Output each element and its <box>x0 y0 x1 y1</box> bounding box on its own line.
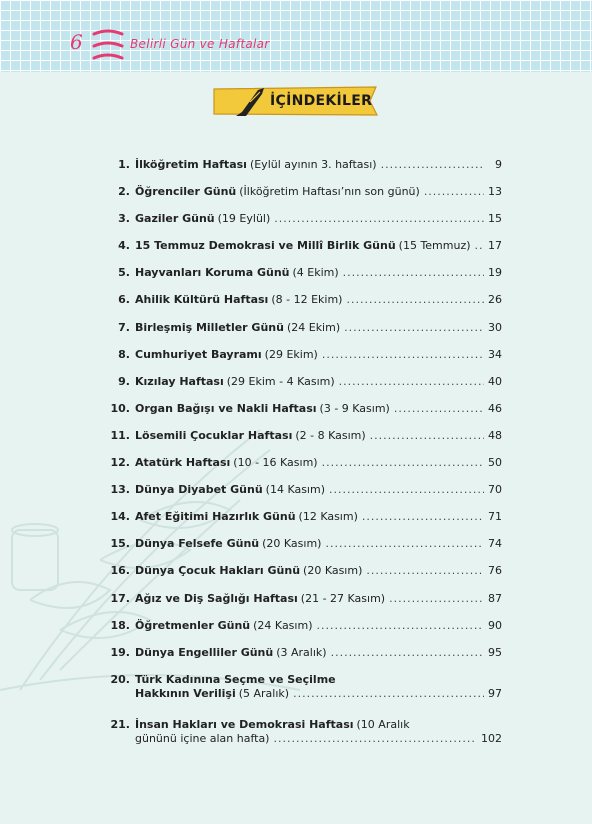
toc-entry[interactable] <box>106 321 502 335</box>
entry-title: 15 Temmuz Demokrasi ve Millî Birlik Günü <box>135 239 396 253</box>
entry-title: Öğretmenler Günü <box>135 618 251 632</box>
toc-entry[interactable] <box>106 537 502 551</box>
toc-entry[interactable] <box>106 185 502 199</box>
entry-number: 11. <box>110 428 130 442</box>
entry-title: Dünya Engelliler Günü <box>135 645 274 659</box>
toc-entry[interactable] <box>106 592 502 606</box>
entry-number: 1. <box>118 158 130 171</box>
dot-leader <box>475 239 484 253</box>
entry-date-note: (3 Aralık) <box>276 645 327 659</box>
toc-entry[interactable] <box>106 429 502 443</box>
toc-entry[interactable] <box>106 158 502 172</box>
dot-leader <box>346 293 484 307</box>
dot-leader <box>394 402 484 416</box>
entry-number: 2. <box>118 185 130 199</box>
entry-date-note: (10 Aralık <box>356 718 410 732</box>
entry-page-number: 46 <box>488 401 502 415</box>
entry-number: 5. <box>118 266 130 280</box>
dot-leader <box>329 483 484 497</box>
entry-title: Lösemili Çocuklar Haftası <box>135 428 293 442</box>
spiral-binding-icon <box>88 26 128 66</box>
entry-date-note: (2 - 8 Kasım) <box>295 428 366 442</box>
toc-entry[interactable] <box>106 293 502 307</box>
dot-leader <box>316 619 484 633</box>
toc-banner <box>210 84 380 118</box>
entry-date-note: (19 Eylül) <box>217 212 271 226</box>
entry-page-number: 15 <box>488 212 502 226</box>
toc-entry[interactable] <box>106 266 502 280</box>
entry-date-note: (İlköğretim Haftası’nın son günü) <box>239 185 420 199</box>
toc-entry[interactable] <box>106 402 502 416</box>
entry-title: Afet Eğitimi Hazırlık Günü <box>135 510 296 524</box>
entry-page-number: 71 <box>488 510 502 524</box>
entry-number: 3. <box>118 212 130 226</box>
entry-number: 16. <box>110 564 130 578</box>
dot-leader <box>331 646 484 660</box>
entry-date-note: (3 - 9 Kasım) <box>319 401 390 415</box>
toc-entry[interactable] <box>106 212 502 226</box>
entry-number: 8. <box>118 347 130 361</box>
entry-title: Ahilik Kültürü Haftası <box>135 293 269 307</box>
entry-title: İnsan Hakları ve Demokrasi Haftası <box>135 718 354 732</box>
entry-title: Dünya Diyabet Günü <box>135 483 263 497</box>
toc-entry[interactable] <box>106 456 502 470</box>
toc-entry[interactable] <box>106 375 502 389</box>
entry-number: 13. <box>110 483 130 497</box>
series-title: Belirli Gün ve Haftalar <box>130 37 270 51</box>
entry-number: 7. <box>118 320 130 334</box>
entry-title: Kızılay Haftası <box>135 374 224 388</box>
entry-title: İlköğretim Haftası <box>135 158 247 171</box>
entry-date-note: (20 Kasım) <box>303 564 363 578</box>
entry-page-number: 26 <box>488 293 502 307</box>
toc-entry[interactable] <box>106 619 502 633</box>
entry-page-number: 34 <box>488 347 502 361</box>
dot-leader <box>322 348 484 362</box>
entry-title: Türk Kadınına Seçme ve Seçilme <box>135 672 336 686</box>
entry-date-note: (4 Ekim) <box>292 266 339 280</box>
entry-date-note: (15 Temmuz) <box>398 239 471 253</box>
dot-leader <box>424 185 484 199</box>
entry-page-number: 74 <box>488 537 502 551</box>
entry-page-number: 95 <box>488 645 502 659</box>
entry-date-note: (10 - 16 Kasım) <box>233 456 318 470</box>
entry-date-note: (14 Kasım) <box>265 483 325 497</box>
entry-page-number: 90 <box>488 618 502 632</box>
entry-date-note: (20 Kasım) <box>262 537 322 551</box>
toc-entry[interactable] <box>106 564 502 578</box>
entry-title: Dünya Çocuk Hakları Günü <box>135 564 301 578</box>
entry-number: 10. <box>110 401 130 415</box>
entry-title: Organ Bağışı ve Nakli Haftası <box>135 401 317 415</box>
dot-leader <box>381 158 484 172</box>
entry-page-number: 13 <box>488 185 502 199</box>
entry-number: 9. <box>118 374 130 388</box>
entry-date-note: (Eylül ayının 3. haftası) <box>249 158 377 171</box>
toc-entry[interactable] <box>106 646 502 660</box>
entry-page-number: 17 <box>488 239 502 253</box>
entry-title: Birleşmiş Milletler Günü <box>135 320 284 334</box>
toc-entry[interactable] <box>106 483 502 497</box>
entry-title: Dünya Felsefe Günü <box>135 537 260 551</box>
entry-page-number: 76 <box>488 564 502 578</box>
dot-leader <box>273 732 477 746</box>
entry-number: 18. <box>110 618 130 632</box>
entry-number: 12. <box>110 456 130 470</box>
entry-page-number: 9 <box>495 158 502 171</box>
entry-date-note: gününü içine alan hafta) <box>135 732 270 746</box>
entry-page-number: 48 <box>488 428 502 442</box>
toc-entry[interactable] <box>106 239 502 253</box>
entry-page-number: 19 <box>488 266 502 280</box>
entry-page-number: 50 <box>488 456 502 470</box>
entry-title: Öğrenciler Günü <box>135 185 237 199</box>
dot-leader <box>366 564 484 578</box>
dot-leader <box>274 212 484 226</box>
entry-date-note: (29 Ekim - 4 Kasım) <box>226 374 335 388</box>
entry-number: 4. <box>118 239 130 253</box>
entry-number: 19. <box>110 645 130 659</box>
entry-number: 14. <box>110 510 130 524</box>
entry-title: Hayvanları Koruma Günü <box>135 266 290 280</box>
entry-page-number: 40 <box>488 374 502 388</box>
entry-number: 20. <box>110 672 130 686</box>
entry-number: 15. <box>110 537 130 551</box>
entry-number: 21. <box>110 718 130 732</box>
entry-page-number: 30 <box>488 320 502 334</box>
table-of-contents <box>106 158 502 764</box>
toc-entry[interactable] <box>106 348 502 362</box>
entry-title: Ağız ve Diş Sağlığı Haftası <box>135 591 298 605</box>
entry-page-number: 87 <box>488 591 502 605</box>
entry-date-note: (24 Ekim) <box>286 320 341 334</box>
page-number: 6 <box>70 30 83 54</box>
dot-leader <box>344 321 484 335</box>
toc-entry[interactable] <box>106 718 502 746</box>
dot-leader <box>389 592 484 606</box>
entry-date-note: (21 - 27 Kasım) <box>300 591 386 605</box>
entry-date-note: (8 - 12 Ekim) <box>271 293 343 307</box>
entry-page-number: 97 <box>488 686 502 700</box>
entry-title: Gaziler Günü <box>135 212 215 226</box>
entry-page-number: 102 <box>481 732 502 746</box>
entry-title: Hakkının Verilişi <box>135 686 236 700</box>
entry-title: Cumhuriyet Bayramı <box>135 347 262 361</box>
entry-date-note: (29 Ekim) <box>264 347 318 361</box>
entry-number: 17. <box>110 591 130 605</box>
dot-leader <box>370 429 484 443</box>
entry-title: Atatürk Haftası <box>135 456 231 470</box>
toc-heading: İÇİNDEKİLER <box>270 93 373 109</box>
dot-leader <box>322 456 484 470</box>
entry-date-note: (12 Kasım) <box>298 510 358 524</box>
toc-entry[interactable] <box>106 673 502 701</box>
entry-number: 6. <box>118 293 130 307</box>
dot-leader <box>339 375 484 389</box>
entry-page-number: 70 <box>488 483 502 497</box>
dot-leader <box>293 687 484 701</box>
toc-entry[interactable] <box>106 510 502 524</box>
dot-leader <box>325 537 484 551</box>
dot-leader <box>362 510 484 524</box>
entry-date-note: (24 Kasım) <box>253 618 313 632</box>
dot-leader <box>343 266 484 280</box>
entry-date-note: (5 Aralık) <box>238 686 290 700</box>
